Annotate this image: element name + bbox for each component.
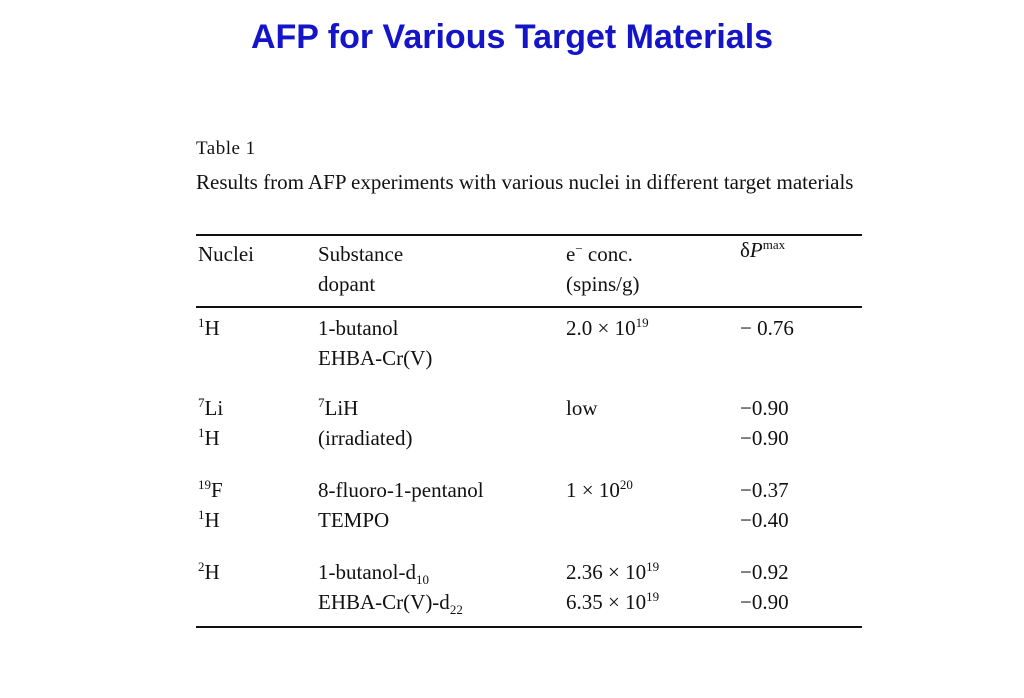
row2-substance bbox=[318, 396, 358, 421]
table-header-rule bbox=[196, 306, 862, 308]
header-p-sup: max bbox=[762, 237, 786, 252]
row1-conc-base: 2.0 × 10 bbox=[566, 316, 636, 340]
header-conc-prefix: e bbox=[566, 242, 576, 266]
header-dopant: dopant bbox=[318, 272, 376, 296]
table-caption: Results from AFP experiments with various nuclei in different target materials bbox=[196, 170, 854, 194]
row1-nuc: H bbox=[204, 316, 220, 340]
row4-nuc: H bbox=[204, 560, 220, 584]
row4-dop-sub: 22 bbox=[449, 602, 463, 617]
table-label: Table 1 bbox=[196, 138, 256, 159]
header-conc bbox=[566, 238, 633, 270]
row2-nuc: Li bbox=[204, 396, 224, 420]
row1-conc-exp: 19 bbox=[635, 315, 649, 330]
row4-nucleus bbox=[198, 560, 220, 585]
header-substance: Substance bbox=[318, 242, 404, 266]
row4-conc2-exp: 19 bbox=[646, 589, 660, 604]
row4-delta-p: −0.92 bbox=[740, 560, 789, 584]
row3-dopant: TEMPO bbox=[318, 508, 390, 532]
row2-conc: low bbox=[566, 396, 598, 420]
row3-delta-p: −0.37 bbox=[740, 478, 789, 502]
row3-nuc: F bbox=[211, 478, 223, 502]
header-conc-sup: − bbox=[575, 241, 583, 256]
row2-sub: LiH bbox=[324, 396, 359, 420]
row2-nuc2-sup: 1 bbox=[198, 425, 205, 440]
row1-delta-p: − 0.76 bbox=[740, 316, 794, 340]
row1-nucleus bbox=[198, 316, 220, 341]
row4-delta-p-2: −0.90 bbox=[740, 590, 789, 614]
row4-conc-exp: 19 bbox=[646, 559, 660, 574]
row3-nucleus bbox=[198, 478, 223, 503]
row2-nuc-sup: 7 bbox=[198, 395, 205, 410]
row2-nucleus-2 bbox=[198, 426, 220, 451]
row2-sub-sup: 7 bbox=[318, 395, 325, 410]
header-delta: δ bbox=[740, 238, 750, 262]
row3-conc bbox=[566, 478, 633, 503]
row2-dopant: (irradiated) bbox=[318, 426, 413, 450]
row4-sub-sub: 10 bbox=[415, 572, 429, 587]
row2-nuc2: H bbox=[204, 426, 220, 450]
row1-dopant: EHBA-Cr(V) bbox=[318, 346, 433, 370]
row4-conc-base: 2.36 × 10 bbox=[566, 560, 647, 584]
row3-nucleus-2 bbox=[198, 508, 220, 533]
row3-delta-p-2: −0.40 bbox=[740, 508, 789, 532]
row3-substance: 8-fluoro-1-pentanol bbox=[318, 478, 484, 502]
row4-dop: EHBA-Cr(V)-d bbox=[318, 590, 450, 614]
row3-nuc2: H bbox=[204, 508, 220, 532]
row1-substance: 1-butanol bbox=[318, 316, 399, 340]
slide-title: AFP for Various Target Materials bbox=[250, 18, 774, 56]
row4-conc2-base: 6.35 × 10 bbox=[566, 590, 647, 614]
row1-conc bbox=[566, 316, 649, 341]
row2-nucleus bbox=[198, 396, 223, 421]
row3-conc-exp: 20 bbox=[619, 477, 633, 492]
header-conc-unit: (spins/g) bbox=[566, 272, 640, 296]
header-p: P bbox=[749, 238, 763, 262]
header-delta-p bbox=[740, 234, 785, 266]
table-bottom-rule bbox=[196, 626, 862, 628]
header-nuclei: Nuclei bbox=[198, 242, 254, 266]
row1-nuc-sup: 1 bbox=[198, 315, 205, 330]
row4-nuc-sup: 2 bbox=[198, 559, 205, 574]
row4-substance bbox=[318, 560, 429, 585]
row2-delta-p: −0.90 bbox=[740, 396, 789, 420]
row3-nuc2-sup: 1 bbox=[198, 507, 205, 522]
row4-conc bbox=[566, 560, 659, 585]
row4-conc-2 bbox=[566, 590, 659, 615]
row3-conc-base: 1 × 10 bbox=[566, 478, 620, 502]
row2-delta-p-2: −0.90 bbox=[740, 426, 789, 450]
row4-sub: 1-butanol-d bbox=[318, 560, 416, 584]
header-conc-label: conc. bbox=[587, 242, 633, 266]
row4-dopant bbox=[318, 590, 463, 615]
row3-nuc-sup: 19 bbox=[198, 477, 211, 492]
